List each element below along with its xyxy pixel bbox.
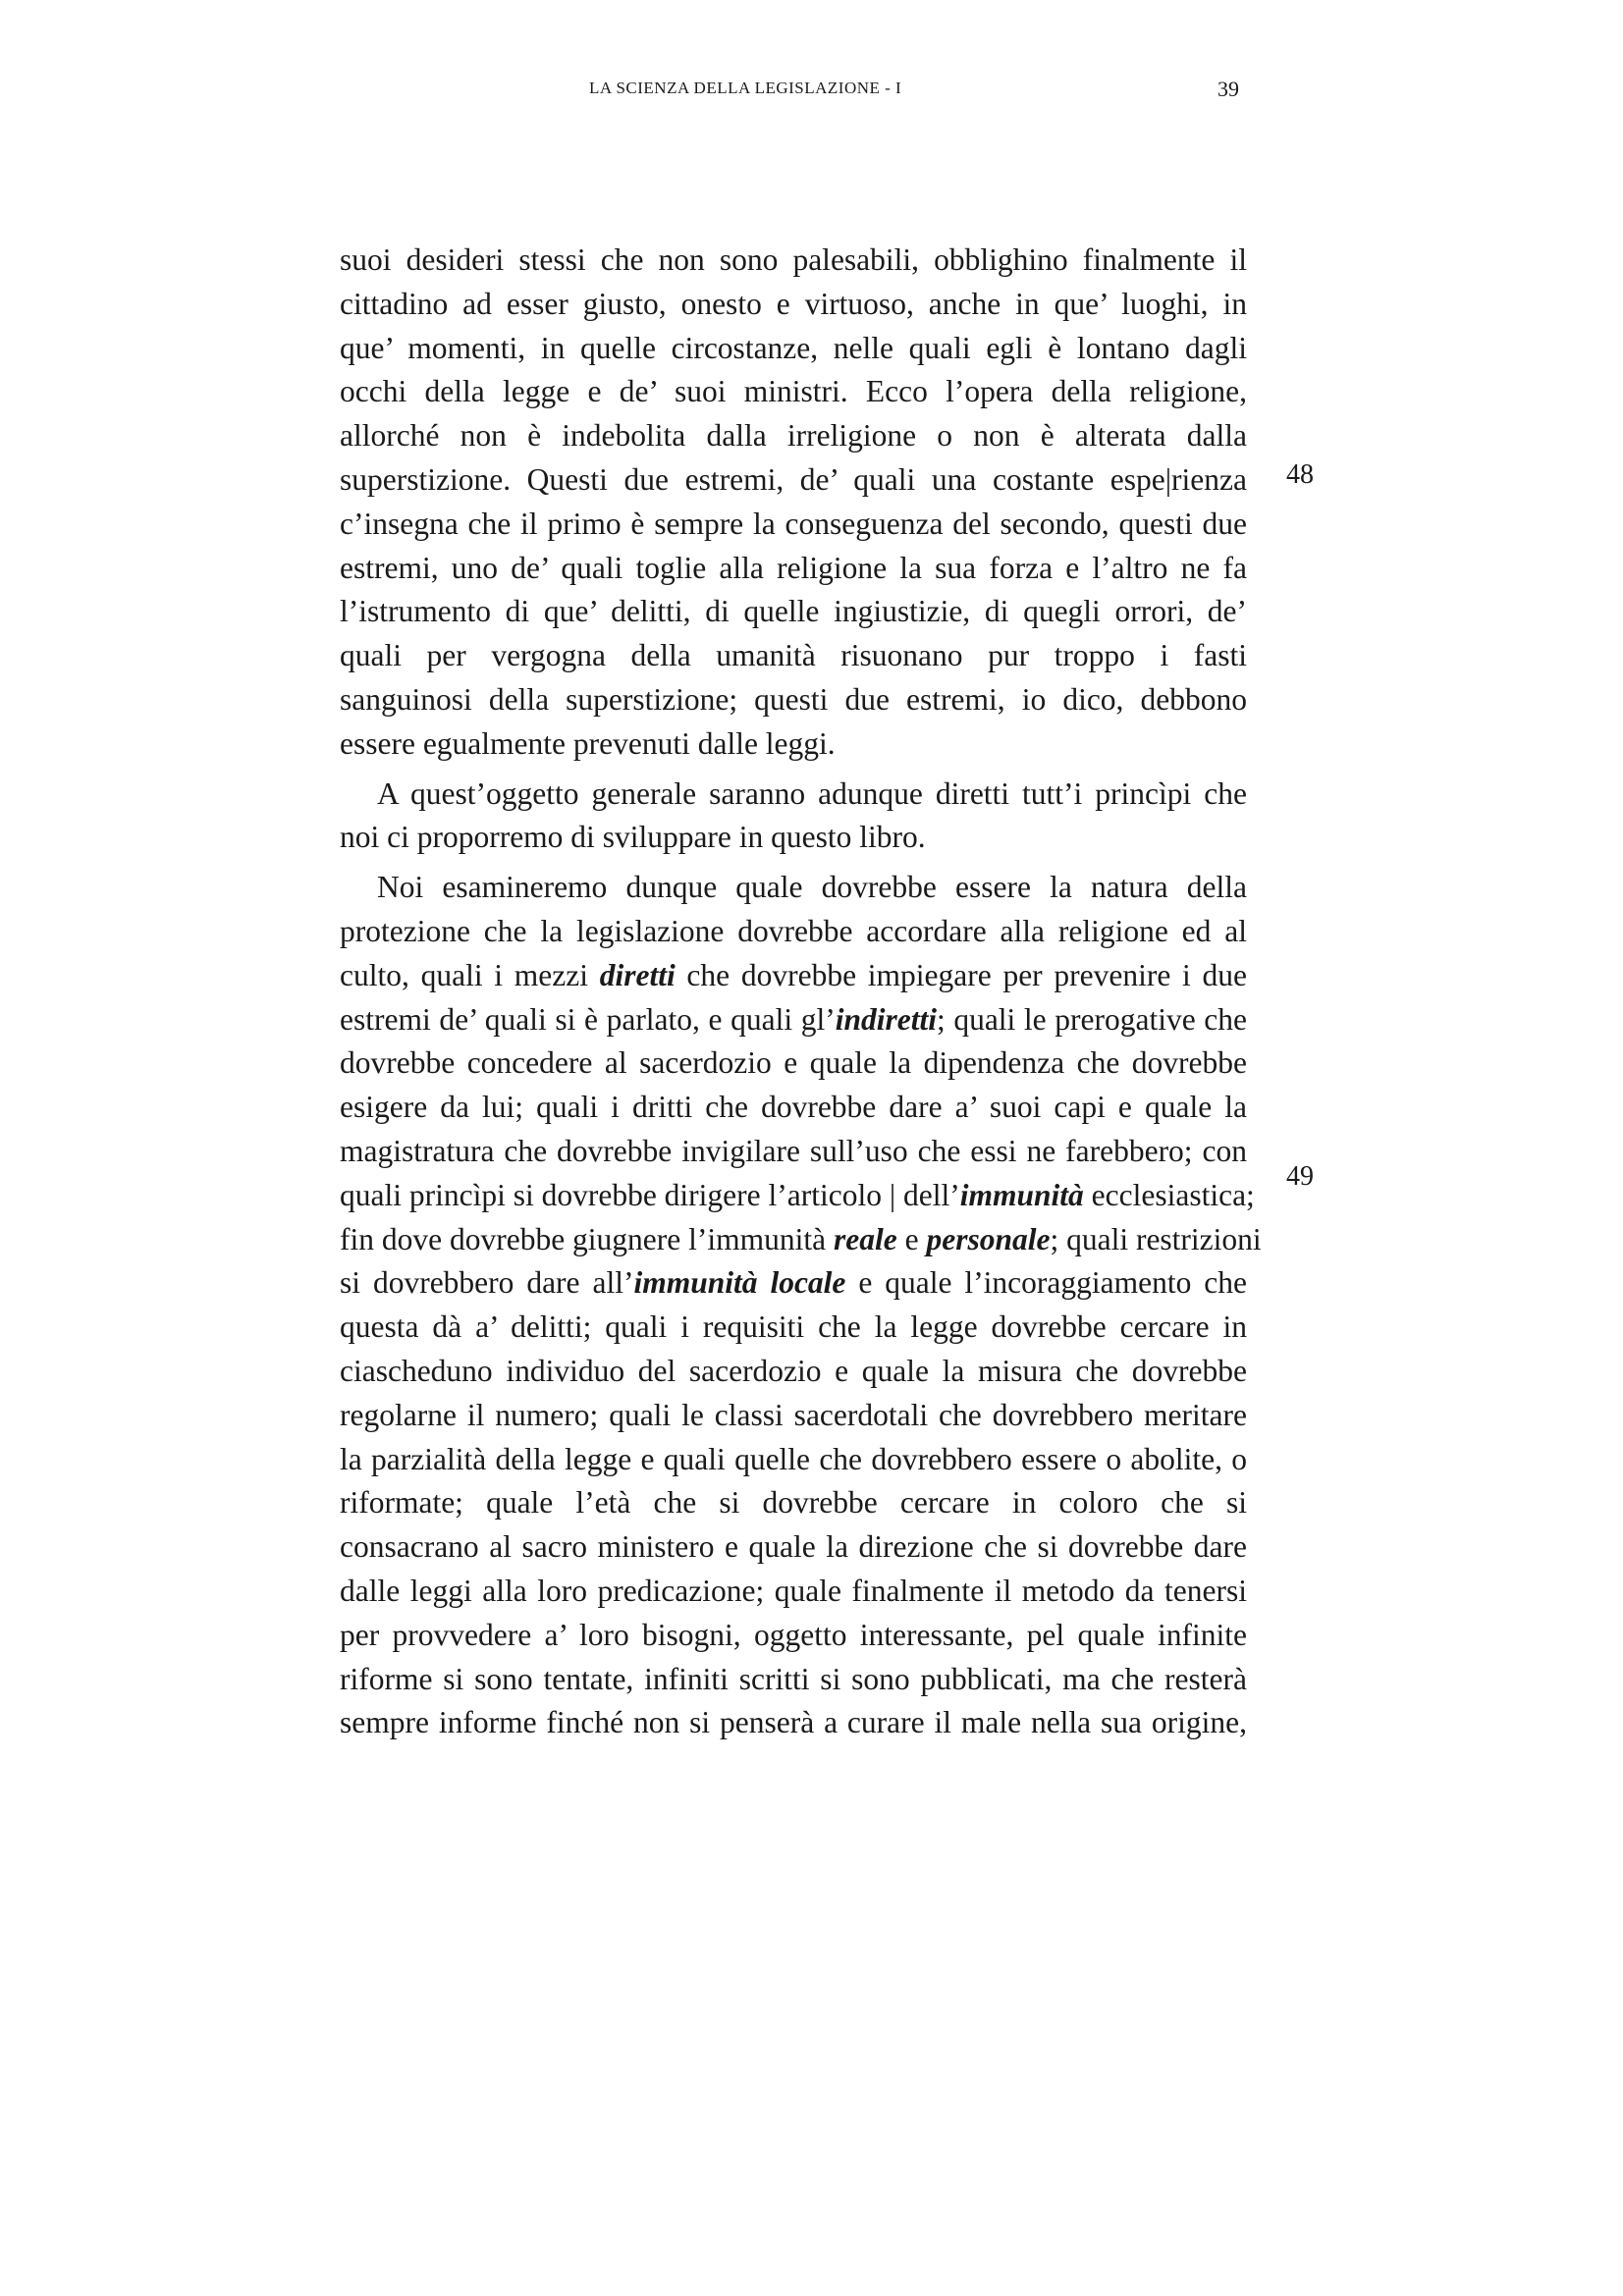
text-line: l’istrumento di que’ delitti, di quelle ingiustizie, di quegli orrori, de’ — [340, 594, 1247, 629]
text-line: superstizione. Questi due estremi, de’ quali una costante espe|rienza — [340, 461, 1247, 497]
text-line — [340, 998, 1247, 1042]
text-line: allorché non è indebolita dalla irreligione o non è alterata dalla — [340, 418, 1247, 454]
text-line: regolarne il numero; quali le classi sacerdotali che dovrebbero meritare — [340, 1397, 1247, 1432]
italic-term: diretti — [599, 957, 676, 992]
text-line: ciascheduno individuo del sacerdozio e quale la misura che dovrebbe — [340, 1353, 1247, 1388]
text-run: e quale l’incoraggiamento che — [845, 1265, 1247, 1301]
text-run: culto, quali i mezzi — [340, 957, 600, 992]
text-line: la parzialità della legge e quali quelle che dovrebbero essere o abolite, o — [340, 1441, 1247, 1476]
text-run: quali princìpi si dovrebbe dirigere l’articolo | dell’ — [340, 1177, 960, 1212]
text-line: estremi, uno de’ quali toglie alla religione la sua forza e l’altro ne fa — [340, 550, 1247, 585]
text-line: consacrano al sacro ministero e quale la direzione che si dovrebbe dare — [340, 1529, 1247, 1565]
italic-term: personale — [926, 1221, 1051, 1256]
text-line: que’ momenti, in quelle circostanze, nelle quali egli è lontano dagli — [340, 330, 1247, 365]
margin-number-48: 48 — [1286, 459, 1314, 490]
margin-number-49: 49 — [1286, 1161, 1314, 1192]
text-line: riformate; quale l’età che si dovrebbe cercare in coloro che si — [340, 1485, 1247, 1521]
text-line: quali per vergogna della umanità risuonano pur troppo i fasti — [340, 638, 1247, 673]
text-line: c’insegna che il primo è sempre la conseguenza del secondo, questi due — [340, 506, 1247, 541]
text-run: che dovrebbe impiegare per prevenire i due — [675, 957, 1248, 992]
text-line: suoi desideri stessi che non sono palesabili, obblighino finalmente il — [340, 242, 1247, 277]
text-line — [340, 1218, 1262, 1262]
text-line: cittadino ad esser giusto, onesto e virtuoso, anche in que’ luoghi, in — [340, 286, 1247, 321]
text-run: si dovrebbero dare all’ — [340, 1265, 634, 1301]
text-line: dalle leggi alla loro predicazione; quale finalmente il metodo da tenersi — [340, 1573, 1247, 1608]
italic-term: immunità locale — [633, 1265, 846, 1301]
text-run: fin dove dovrebbe giugnere l’immunità — [340, 1221, 834, 1256]
text-line: protezione che la legislazione dovrebbe accordare alla religione ed al — [340, 913, 1247, 948]
text-line: essere egualmente prevenuti dalle leggi. — [340, 725, 836, 761]
page-number: 39 — [1217, 77, 1239, 101]
paragraph — [340, 866, 1262, 1745]
text-run: ; quali restrizioni — [1050, 1221, 1262, 1256]
running-head: LA SCIENZA DELLA LEGISLAZIONE - I — [589, 79, 902, 97]
text-line — [340, 1261, 1247, 1306]
text-line: magistratura che dovrebbe invigilare sull’uso che essi ne farebbero; con — [340, 1133, 1247, 1168]
paragraph — [340, 239, 1247, 767]
text-run: ecclesiastica; — [1083, 1177, 1255, 1212]
italic-term: reale — [834, 1221, 897, 1256]
body-text — [340, 239, 1262, 1745]
text-line: per provvedere a’ loro bisogni, oggetto interessante, pel quale infinite — [340, 1617, 1247, 1652]
text-run: e — [896, 1221, 927, 1256]
text-line: sempre informe finché non si penserà a curare il male nella sua origine, — [340, 1705, 1247, 1740]
italic-term: indiretti — [835, 1001, 937, 1037]
text-line: riforme si sono tentate, infiniti scritti si sono pubblicati, ma che resterà — [340, 1661, 1247, 1696]
text-line: A quest’oggetto generale saranno adunque diretti tutt’i princìpi che — [377, 775, 1247, 811]
text-line: dovrebbe concedere al sacerdozio e quale la dipendenza che dovrebbe — [340, 1045, 1247, 1081]
text-line: esigere da lui; quali i dritti che dovrebbe dare a’ suoi capi e quale la — [340, 1090, 1247, 1125]
text-line: noi ci proporremo di sviluppare in questo libro. — [340, 820, 926, 855]
text-run: ; quali le prerogative che — [936, 1001, 1247, 1037]
paragraph — [340, 773, 1247, 861]
text-line — [340, 1174, 1255, 1218]
text-line: occhi della legge e de’ suoi ministri. Ecco l’opera della religione, — [340, 374, 1247, 409]
text-run: estremi de’ quali si è parlato, e quali gl’ — [340, 1001, 836, 1037]
italic-term: immunità — [959, 1177, 1084, 1212]
text-line: sanguinosi della superstizione; questi due estremi, io dico, debbono — [340, 681, 1247, 717]
text-line — [340, 954, 1247, 998]
text-line: questa dà a’ delitti; quali i requisiti che la legge dovrebbe cercare in — [340, 1309, 1247, 1345]
text-line: Noi esamineremo dunque quale dovrebbe essere la natura della — [377, 870, 1247, 905]
